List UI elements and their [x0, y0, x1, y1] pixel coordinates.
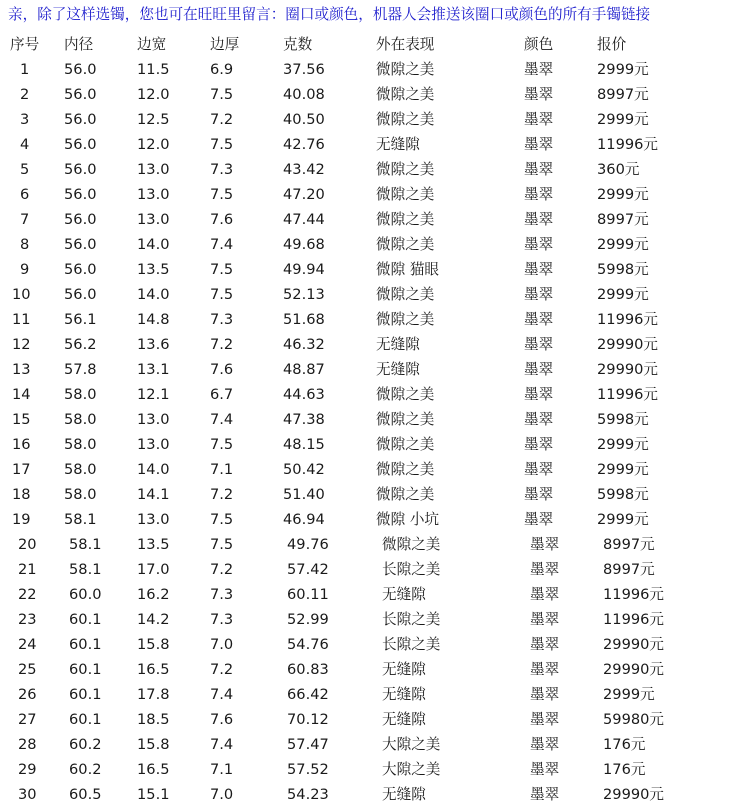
- col-inner-diameter-cell: 58.1: [69, 561, 102, 578]
- table-row: [0, 182, 687, 207]
- col-price-cell: 29990元: [603, 636, 665, 653]
- col-thickness-cell: 7.4: [210, 411, 234, 428]
- col-weight-cell: 40.08: [283, 86, 325, 103]
- col-price-cell: 2999元: [597, 436, 649, 453]
- col-width-cell: 11.5: [137, 61, 170, 78]
- col-thickness-cell: 7.2: [210, 561, 234, 578]
- table-row: [0, 782, 687, 807]
- col-color-cell: 墨翠: [524, 411, 554, 428]
- col-appearance-cell: 微隙之美: [376, 411, 435, 428]
- col-appearance-cell: 无缝隙: [382, 786, 426, 803]
- col-inner-diameter-cell: 56.1: [64, 311, 97, 328]
- col-thickness-cell: 7.3: [210, 611, 234, 628]
- col-color-cell: 墨翠: [524, 136, 554, 153]
- col-inner-diameter-cell: 60.2: [69, 736, 102, 753]
- col-appearance-cell: 无缝隙: [382, 711, 426, 728]
- col-thickness-cell: 7.5: [210, 261, 234, 278]
- col-inner-diameter-cell: 60.1: [69, 611, 102, 628]
- col-color-cell: 墨翠: [524, 186, 554, 203]
- col-price-cell: 176元: [603, 736, 646, 753]
- col-price-cell: 59980元: [603, 711, 665, 728]
- col-price-cell: 2999元: [597, 511, 649, 528]
- col-weight-cell: 48.15: [283, 436, 325, 453]
- col-appearance-cell: 长隙之美: [382, 636, 441, 653]
- table-row: [0, 432, 687, 457]
- table-row: [0, 82, 687, 107]
- col-weight-cell: 37.56: [283, 61, 325, 78]
- col-width-cell: 13.0: [137, 186, 170, 203]
- col-thickness-cell: 7.0: [210, 786, 234, 803]
- col-width-cell: 14.0: [137, 286, 170, 303]
- col-price-cell: 5998元: [597, 411, 649, 428]
- col-width-cell: 17.8: [137, 686, 170, 703]
- col-inner-diameter-cell: 56.0: [64, 261, 97, 278]
- col-index-cell: 15: [12, 411, 31, 428]
- col-inner-diameter-cell: 60.1: [69, 661, 102, 678]
- col-inner-diameter-cell: 56.0: [64, 61, 97, 78]
- col-color-cell: 墨翠: [524, 286, 554, 303]
- col-color-cell: 墨翠: [530, 711, 560, 728]
- col-inner-diameter-cell: 56.2: [64, 336, 97, 353]
- col-inner-diameter-cell: 60.0: [69, 586, 102, 603]
- col-price-cell: 2999元: [597, 286, 649, 303]
- col-appearance-cell: 无缝隙: [382, 686, 426, 703]
- col-weight-cell: 40.50: [283, 111, 325, 128]
- col-width-cell: 13.0: [137, 511, 170, 528]
- col-inner-diameter-cell: 60.1: [69, 686, 102, 703]
- col-index-cell: 4: [20, 136, 30, 153]
- col-weight-cell: 47.20: [283, 186, 325, 203]
- col-color-cell: 墨翠: [530, 786, 560, 803]
- col-weight-cell: 49.94: [283, 261, 325, 278]
- col-appearance-cell: 微隙 猫眼: [376, 261, 440, 278]
- col-index-cell: 26: [18, 686, 37, 703]
- col-color-cell: 墨翠: [524, 311, 554, 328]
- col-width-cell: 12.0: [137, 86, 170, 103]
- col-thickness-cell: 7.6: [210, 711, 234, 728]
- col-weight-cell: 52.13: [283, 286, 325, 303]
- table-row: [0, 532, 687, 557]
- col-thickness-cell: 7.3: [210, 586, 234, 603]
- col-color-cell: 墨翠: [530, 536, 560, 553]
- col-appearance-cell: 微隙之美: [376, 86, 435, 103]
- header-col-appearance: 外在表现: [376, 36, 435, 53]
- table-row: [0, 632, 687, 657]
- col-thickness-cell: 7.5: [210, 286, 234, 303]
- col-width-cell: 13.0: [137, 161, 170, 178]
- col-inner-diameter-cell: 56.0: [64, 286, 97, 303]
- col-color-cell: 墨翠: [524, 86, 554, 103]
- col-inner-diameter-cell: 60.2: [69, 761, 102, 778]
- col-thickness-cell: 7.0: [210, 636, 234, 653]
- col-color-cell: 墨翠: [530, 636, 560, 653]
- col-color-cell: 墨翠: [530, 661, 560, 678]
- col-color-cell: 墨翠: [524, 236, 554, 253]
- col-weight-cell: 43.42: [283, 161, 325, 178]
- table-row: [0, 757, 687, 782]
- table-row: [0, 507, 687, 532]
- col-price-cell: 29990元: [603, 661, 665, 678]
- col-width-cell: 16.5: [137, 661, 170, 678]
- col-inner-diameter-cell: 56.0: [64, 186, 97, 203]
- col-color-cell: 墨翠: [530, 586, 560, 603]
- col-price-cell: 29990元: [597, 336, 659, 353]
- col-weight-cell: 47.44: [283, 211, 325, 228]
- col-color-cell: 墨翠: [530, 736, 560, 753]
- col-color-cell: 墨翠: [530, 686, 560, 703]
- col-inner-diameter-cell: 60.1: [69, 711, 102, 728]
- col-weight-cell: 57.47: [287, 736, 329, 753]
- col-index-cell: 13: [12, 361, 31, 378]
- col-index-cell: 21: [18, 561, 37, 578]
- col-inner-diameter-cell: 58.0: [64, 461, 97, 478]
- col-index-cell: 25: [18, 661, 37, 678]
- table-row: [0, 132, 687, 157]
- header-col-price: 报价: [597, 36, 627, 53]
- table-row: [0, 457, 687, 482]
- col-weight-cell: 46.94: [283, 511, 325, 528]
- col-appearance-cell: 微隙之美: [382, 536, 441, 553]
- col-thickness-cell: 7.4: [210, 686, 234, 703]
- col-inner-diameter-cell: 58.0: [64, 436, 97, 453]
- col-width-cell: 17.0: [137, 561, 170, 578]
- col-index-cell: 9: [20, 261, 30, 278]
- col-width-cell: 16.5: [137, 761, 170, 778]
- col-index-cell: 20: [18, 536, 37, 553]
- col-appearance-cell: 无缝隙: [376, 336, 420, 353]
- col-weight-cell: 46.32: [283, 336, 325, 353]
- col-appearance-cell: 微隙之美: [376, 486, 435, 503]
- col-inner-diameter-cell: 56.0: [64, 111, 97, 128]
- col-thickness-cell: 7.5: [210, 186, 234, 203]
- col-index-cell: 28: [18, 736, 37, 753]
- table-row: [0, 107, 687, 132]
- col-weight-cell: 50.42: [283, 461, 325, 478]
- col-index-cell: 5: [20, 161, 30, 178]
- table-row: [0, 257, 687, 282]
- col-inner-diameter-cell: 58.1: [69, 536, 102, 553]
- col-thickness-cell: 7.5: [210, 511, 234, 528]
- col-inner-diameter-cell: 57.8: [64, 361, 97, 378]
- col-appearance-cell: 无缝隙: [382, 586, 426, 603]
- col-price-cell: 11996元: [597, 136, 659, 153]
- col-inner-diameter-cell: 56.0: [64, 136, 97, 153]
- col-width-cell: 13.0: [137, 211, 170, 228]
- col-appearance-cell: 微隙之美: [376, 211, 435, 228]
- col-index-cell: 23: [18, 611, 37, 628]
- col-appearance-cell: 长隙之美: [382, 561, 441, 578]
- table-row: [0, 732, 687, 757]
- header-col-thickness: 边厚: [210, 36, 240, 53]
- bracelet-table: [0, 32, 687, 807]
- col-weight-cell: 49.68: [283, 236, 325, 253]
- col-width-cell: 15.8: [137, 736, 170, 753]
- table-row: [0, 482, 687, 507]
- col-index-cell: 17: [12, 461, 31, 478]
- col-color-cell: 墨翠: [524, 336, 554, 353]
- col-width-cell: 12.5: [137, 111, 170, 128]
- header-col-inner-diameter: 内径: [64, 36, 94, 53]
- col-index-cell: 22: [18, 586, 37, 603]
- col-index-cell: 29: [18, 761, 37, 778]
- col-appearance-cell: 微隙之美: [376, 436, 435, 453]
- col-index-cell: 3: [20, 111, 30, 128]
- col-appearance-cell: 微隙之美: [376, 186, 435, 203]
- col-color-cell: 墨翠: [524, 61, 554, 78]
- table-row: [0, 207, 687, 232]
- col-thickness-cell: 7.4: [210, 736, 234, 753]
- col-color-cell: 墨翠: [524, 211, 554, 228]
- col-appearance-cell: 无缝隙: [376, 136, 420, 153]
- col-index-cell: 16: [12, 436, 31, 453]
- col-inner-diameter-cell: 58.0: [64, 411, 97, 428]
- col-price-cell: 5998元: [597, 486, 649, 503]
- col-thickness-cell: 7.2: [210, 661, 234, 678]
- col-width-cell: 14.1: [137, 486, 170, 503]
- col-width-cell: 13.0: [137, 436, 170, 453]
- col-index-cell: 30: [18, 786, 37, 803]
- col-color-cell: 墨翠: [530, 761, 560, 778]
- col-width-cell: 13.6: [137, 336, 170, 353]
- col-thickness-cell: 7.4: [210, 236, 234, 253]
- col-appearance-cell: 大隙之美: [382, 761, 441, 778]
- col-appearance-cell: 微隙之美: [376, 111, 435, 128]
- col-thickness-cell: 7.2: [210, 486, 234, 503]
- col-width-cell: 13.5: [137, 536, 170, 553]
- col-color-cell: 墨翠: [524, 436, 554, 453]
- col-thickness-cell: 7.1: [210, 761, 234, 778]
- col-index-cell: 7: [20, 211, 30, 228]
- col-inner-diameter-cell: 56.0: [64, 161, 97, 178]
- col-inner-diameter-cell: 60.1: [69, 636, 102, 653]
- col-width-cell: 15.8: [137, 636, 170, 653]
- table-row: [0, 707, 687, 732]
- col-weight-cell: 60.11: [287, 586, 329, 603]
- table-row: [0, 557, 687, 582]
- col-thickness-cell: 7.5: [210, 436, 234, 453]
- col-inner-diameter-cell: 60.5: [69, 786, 102, 803]
- col-appearance-cell: 长隙之美: [382, 611, 441, 628]
- col-appearance-cell: 微隙之美: [376, 61, 435, 78]
- col-price-cell: 8997元: [597, 211, 649, 228]
- col-thickness-cell: 7.6: [210, 211, 234, 228]
- col-price-cell: 11996元: [603, 611, 665, 628]
- col-color-cell: 墨翠: [524, 386, 554, 403]
- col-width-cell: 14.8: [137, 311, 170, 328]
- notice-text: 亲，除了这样选镯，您也可在旺旺里留言：圈口或颜色，机器人会推送该圈口或颜色的所有手镯链接: [8, 6, 651, 23]
- col-thickness-cell: 6.9: [210, 61, 234, 78]
- table-row: [0, 582, 687, 607]
- col-appearance-cell: 微隙之美: [376, 236, 435, 253]
- col-width-cell: 13.1: [137, 361, 170, 378]
- table-row: [0, 232, 687, 257]
- col-thickness-cell: 7.2: [210, 111, 234, 128]
- table-row: [0, 382, 687, 407]
- col-price-cell: 2999元: [603, 686, 655, 703]
- col-thickness-cell: 6.7: [210, 386, 234, 403]
- col-inner-diameter-cell: 58.0: [64, 386, 97, 403]
- col-thickness-cell: 7.1: [210, 461, 234, 478]
- col-inner-diameter-cell: 58.0: [64, 486, 97, 503]
- col-width-cell: 13.0: [137, 411, 170, 428]
- col-appearance-cell: 大隙之美: [382, 736, 441, 753]
- col-index-cell: 6: [20, 186, 30, 203]
- col-width-cell: 12.0: [137, 136, 170, 153]
- col-color-cell: 墨翠: [524, 511, 554, 528]
- col-index-cell: 24: [18, 636, 37, 653]
- col-color-cell: 墨翠: [524, 361, 554, 378]
- col-index-cell: 2: [20, 86, 30, 103]
- col-thickness-cell: 7.5: [210, 536, 234, 553]
- header-col-color: 颜色: [524, 36, 554, 53]
- col-price-cell: 2999元: [597, 111, 649, 128]
- col-weight-cell: 47.38: [283, 411, 325, 428]
- col-inner-diameter-cell: 56.0: [64, 236, 97, 253]
- col-weight-cell: 54.76: [287, 636, 329, 653]
- col-width-cell: 14.0: [137, 236, 170, 253]
- col-index-cell: 18: [12, 486, 31, 503]
- col-weight-cell: 54.23: [287, 786, 329, 803]
- col-price-cell: 176元: [603, 761, 646, 778]
- col-weight-cell: 52.99: [287, 611, 329, 628]
- col-price-cell: 2999元: [597, 461, 649, 478]
- col-thickness-cell: 7.2: [210, 336, 234, 353]
- table-row: [0, 407, 687, 432]
- col-price-cell: 2999元: [597, 61, 649, 78]
- col-width-cell: 16.2: [137, 586, 170, 603]
- col-thickness-cell: 7.6: [210, 361, 234, 378]
- col-color-cell: 墨翠: [530, 561, 560, 578]
- col-weight-cell: 60.83: [287, 661, 329, 678]
- col-appearance-cell: 微隙之美: [376, 161, 435, 178]
- table-row: [0, 157, 687, 182]
- col-price-cell: 8997元: [603, 561, 655, 578]
- col-thickness-cell: 7.5: [210, 86, 234, 103]
- col-price-cell: 11996元: [603, 586, 665, 603]
- table-row: [0, 282, 687, 307]
- col-index-cell: 27: [18, 711, 37, 728]
- col-color-cell: 墨翠: [524, 261, 554, 278]
- col-appearance-cell: 无缝隙: [382, 661, 426, 678]
- col-appearance-cell: 微隙 小坑: [376, 511, 440, 528]
- col-weight-cell: 48.87: [283, 361, 325, 378]
- table-row: [0, 607, 687, 632]
- col-width-cell: 15.1: [137, 786, 170, 803]
- col-color-cell: 墨翠: [524, 111, 554, 128]
- col-thickness-cell: 7.3: [210, 161, 234, 178]
- table-body: [0, 57, 687, 807]
- col-price-cell: 2999元: [597, 236, 649, 253]
- table-row: [0, 657, 687, 682]
- col-appearance-cell: 无缝隙: [376, 361, 420, 378]
- table-row: [0, 57, 687, 82]
- header-row: [0, 32, 687, 57]
- col-price-cell: 8997元: [603, 536, 655, 553]
- col-index-cell: 19: [12, 511, 31, 528]
- col-width-cell: 13.5: [137, 261, 170, 278]
- col-width-cell: 14.0: [137, 461, 170, 478]
- col-width-cell: 14.2: [137, 611, 170, 628]
- col-weight-cell: 70.12: [287, 711, 329, 728]
- col-width-cell: 18.5: [137, 711, 170, 728]
- col-price-cell: 29990元: [597, 361, 659, 378]
- col-weight-cell: 44.63: [283, 386, 325, 403]
- col-price-cell: 11996元: [597, 311, 659, 328]
- col-weight-cell: 57.42: [287, 561, 329, 578]
- col-inner-diameter-cell: 58.1: [64, 511, 97, 528]
- col-weight-cell: 51.68: [283, 311, 325, 328]
- col-appearance-cell: 微隙之美: [376, 386, 435, 403]
- col-appearance-cell: 微隙之美: [376, 311, 435, 328]
- col-weight-cell: 66.42: [287, 686, 329, 703]
- table-row: [0, 332, 687, 357]
- col-price-cell: 360元: [597, 161, 640, 178]
- col-index-cell: 11: [12, 311, 31, 328]
- col-weight-cell: 49.76: [287, 536, 329, 553]
- table-header: [0, 32, 687, 57]
- header-col-weight: 克数: [283, 36, 313, 53]
- col-index-cell: 12: [12, 336, 31, 353]
- col-color-cell: 墨翠: [524, 461, 554, 478]
- col-weight-cell: 51.40: [283, 486, 325, 503]
- col-index-cell: 8: [20, 236, 30, 253]
- col-weight-cell: 42.76: [283, 136, 325, 153]
- col-width-cell: 12.1: [137, 386, 170, 403]
- col-color-cell: 墨翠: [524, 486, 554, 503]
- table-row: [0, 307, 687, 332]
- col-price-cell: 29990元: [603, 786, 665, 803]
- col-color-cell: 墨翠: [524, 161, 554, 178]
- col-price-cell: 2999元: [597, 186, 649, 203]
- col-appearance-cell: 微隙之美: [376, 461, 435, 478]
- col-inner-diameter-cell: 56.0: [64, 86, 97, 103]
- header-col-index: 序号: [10, 36, 40, 53]
- col-appearance-cell: 微隙之美: [376, 286, 435, 303]
- col-price-cell: 11996元: [597, 386, 659, 403]
- col-price-cell: 8997元: [597, 86, 649, 103]
- col-price-cell: 5998元: [597, 261, 649, 278]
- table-row: [0, 357, 687, 382]
- col-color-cell: 墨翠: [530, 611, 560, 628]
- col-inner-diameter-cell: 56.0: [64, 211, 97, 228]
- col-thickness-cell: 7.5: [210, 136, 234, 153]
- col-index-cell: 14: [12, 386, 31, 403]
- col-thickness-cell: 7.3: [210, 311, 234, 328]
- col-index-cell: 1: [20, 61, 30, 78]
- col-index-cell: 10: [12, 286, 31, 303]
- header-col-width: 边宽: [137, 36, 167, 53]
- col-weight-cell: 57.52: [287, 761, 329, 778]
- table-row: [0, 682, 687, 707]
